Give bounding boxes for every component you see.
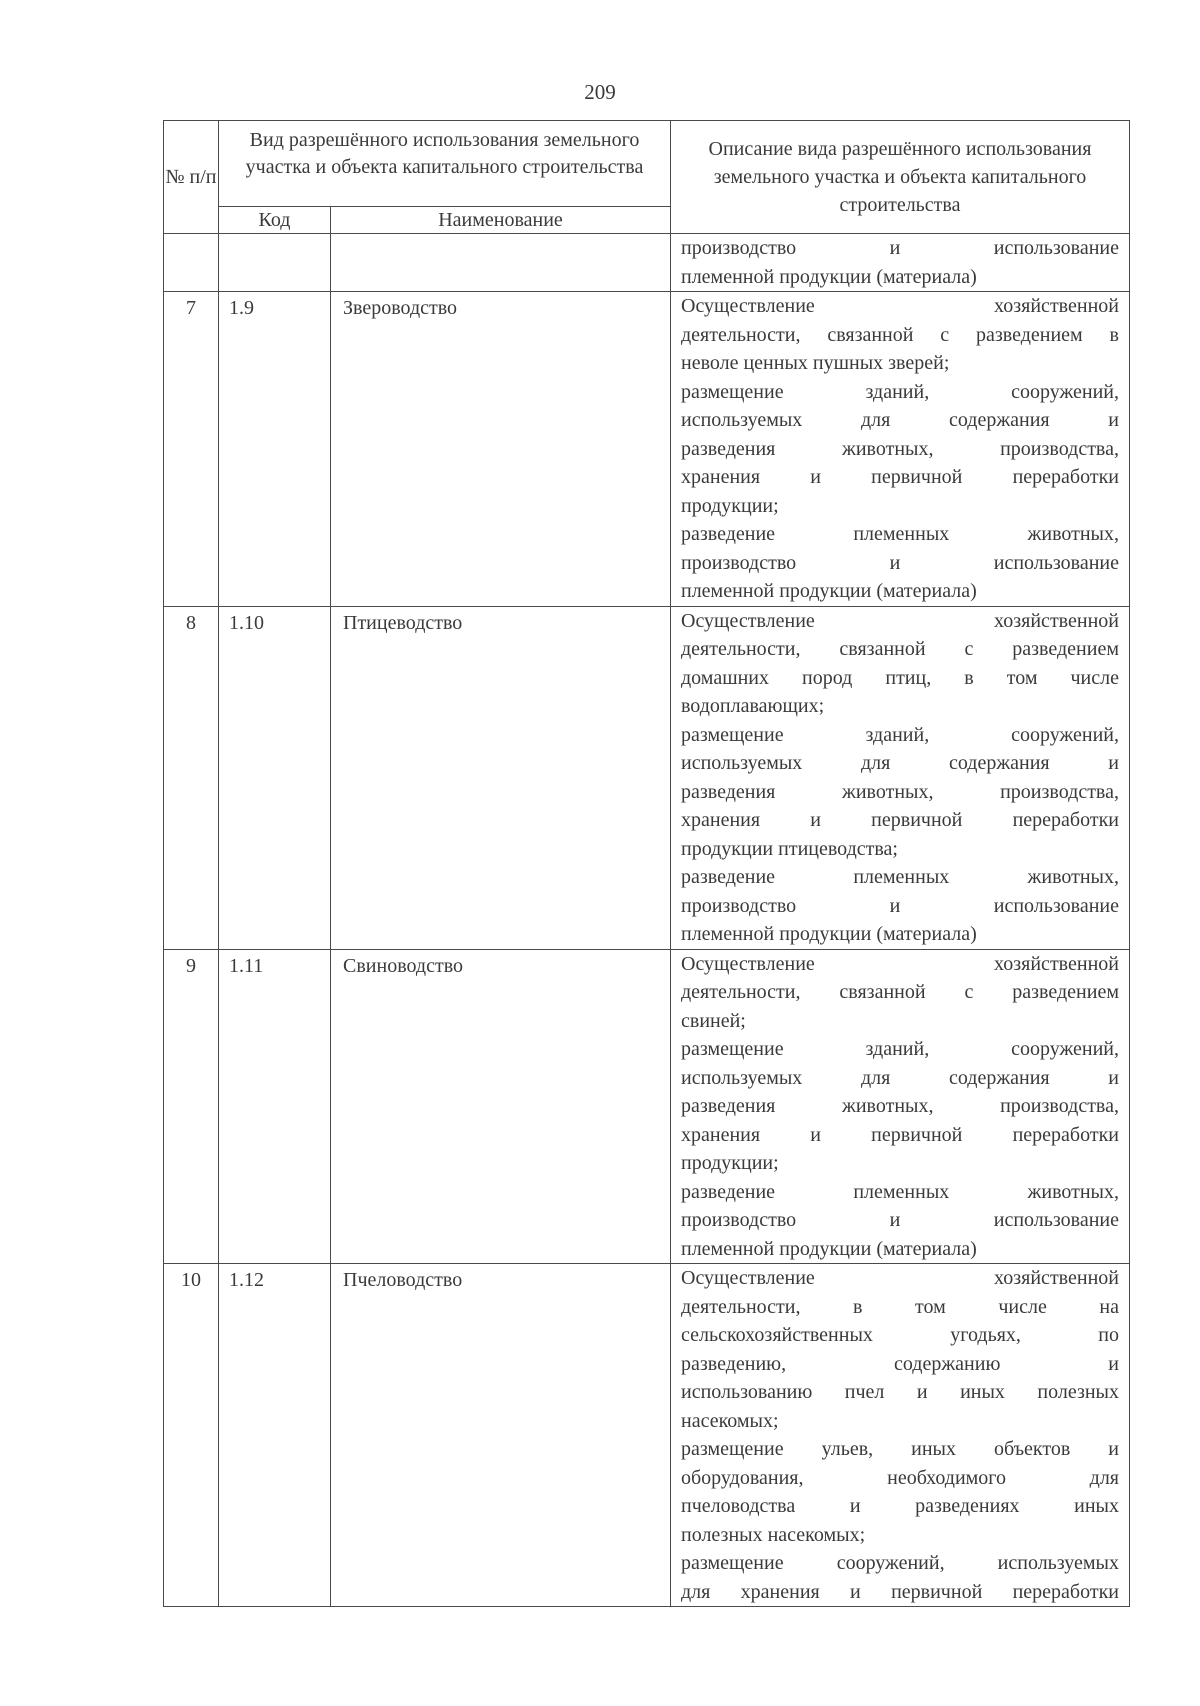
row-number: 7 — [164, 292, 219, 607]
description-line: разведение племенных животных, — [681, 866, 1119, 888]
row-number: 8 — [164, 606, 219, 949]
table-row — [164, 1264, 1130, 1607]
row-name: Птицеводство — [331, 606, 671, 949]
description-line: сельскохозяйственных угодьях, по — [681, 1324, 1119, 1346]
description-line: производство и использование — [681, 551, 1119, 574]
row-code: 1.12 — [219, 1264, 331, 1607]
description-line: продукции; — [681, 1152, 779, 1174]
description-line: Осуществление хозяйственной — [681, 952, 1119, 975]
description-line: производство и использование — [681, 894, 1119, 917]
description-line: деятельности, в том числе на — [681, 1295, 1119, 1318]
header-name: Наименование — [331, 207, 671, 234]
row-description — [671, 1264, 1130, 1607]
description-line: племенной продукции (материала) — [681, 1237, 977, 1260]
row-description — [671, 234, 1130, 292]
description-line: разведение племенных животных, — [681, 523, 1119, 545]
land-use-table — [163, 120, 1130, 1607]
description-line: используемых для содержания и — [681, 1066, 1119, 1089]
page-number: 209 — [584, 80, 616, 104]
description-line: разведению, содержанию и — [681, 1352, 1119, 1375]
description-line: насекомых; — [681, 1409, 779, 1432]
row-number — [164, 234, 219, 292]
description-line: производство и использование — [681, 1209, 1119, 1231]
description-line: хранения и первичной переработки — [681, 466, 1119, 488]
description-line: неволе ценных пушных зверей; — [681, 352, 950, 374]
row-name: Свиноводство — [331, 949, 671, 1264]
description-line: свиней; — [681, 1009, 746, 1032]
header-number: № п/п — [164, 121, 219, 234]
description-line: размещение зданий, сооружений, — [681, 380, 1119, 403]
description-line: используемых для содержания и — [681, 752, 1119, 774]
table-row — [164, 292, 1130, 607]
table-row-continuation — [164, 234, 1130, 292]
description-line: племенной продукции (материала) — [681, 580, 977, 602]
row-code: 1.9 — [219, 292, 331, 607]
description-line: оборудования, необходимого для — [681, 1466, 1119, 1489]
description-line: для хранения и первичной переработки — [681, 1580, 1119, 1603]
description-line: использованию пчел и иных полезных — [681, 1381, 1119, 1403]
header-use-type: Вид разрешённого использования земельного участка и объекта капитального строительства — [219, 121, 671, 207]
table-row — [164, 949, 1130, 1264]
description-line: деятельности, связанной с разведением — [681, 638, 1119, 660]
description-line: размещение зданий, сооружений, — [681, 723, 1119, 746]
row-code — [219, 234, 331, 292]
description-line: разведение племенных животных, — [681, 1180, 1119, 1203]
description-line: полезных насекомых; — [681, 1523, 866, 1546]
description-line: племенной продукции (материала) — [681, 265, 977, 288]
description-line: Осуществление хозяйственной — [681, 1267, 1119, 1289]
description-line: пчеловодства и разведениях иных — [681, 1495, 1119, 1517]
description-line: хранения и первичной переработки — [681, 809, 1119, 831]
description-line: продукции птицеводства; — [681, 837, 898, 860]
row-number: 10 — [164, 1264, 219, 1607]
description-line: хранения и первичной переработки — [681, 1123, 1119, 1146]
description-line: размещение зданий, сооружений, — [681, 1038, 1119, 1060]
description-line: используемых для содержания и — [681, 409, 1119, 431]
row-description — [671, 606, 1130, 949]
description-line: размещение сооружений, используемых — [681, 1552, 1119, 1574]
row-description — [671, 949, 1130, 1264]
table-row — [164, 606, 1130, 949]
row-number: 9 — [164, 949, 219, 1264]
description-line: разведения животных, производства, — [681, 1095, 1119, 1117]
description-line: разведения животных, производства, — [681, 780, 1119, 803]
description-line: Осуществление хозяйственной — [681, 295, 1119, 317]
row-description — [671, 292, 1130, 607]
description-line: разведения животных, производства, — [681, 437, 1119, 460]
description-line: продукции; — [681, 494, 779, 517]
header-description: Описание вида разрешённого использования земельного участка и объекта капитального строительства — [671, 121, 1130, 234]
row-name: Звероводство — [331, 292, 671, 607]
row-name: Пчеловодство — [331, 1264, 671, 1607]
header-code: Код — [219, 207, 331, 234]
description-line: домашних пород птиц, в том числе — [681, 666, 1119, 689]
description-line: племенной продукции (материала) — [681, 923, 977, 945]
description-line: водоплавающих; — [681, 695, 825, 717]
row-code: 1.10 — [219, 606, 331, 949]
row-code: 1.11 — [219, 949, 331, 1264]
description-line: размещение ульев, иных объектов и — [681, 1438, 1119, 1460]
description-line: Осуществление хозяйственной — [681, 609, 1119, 632]
description-line: производство и использование — [681, 237, 1119, 259]
description-line: деятельности, связанной с разведением в — [681, 323, 1119, 346]
row-name — [331, 234, 671, 292]
description-line: деятельности, связанной с разведением — [681, 981, 1119, 1003]
